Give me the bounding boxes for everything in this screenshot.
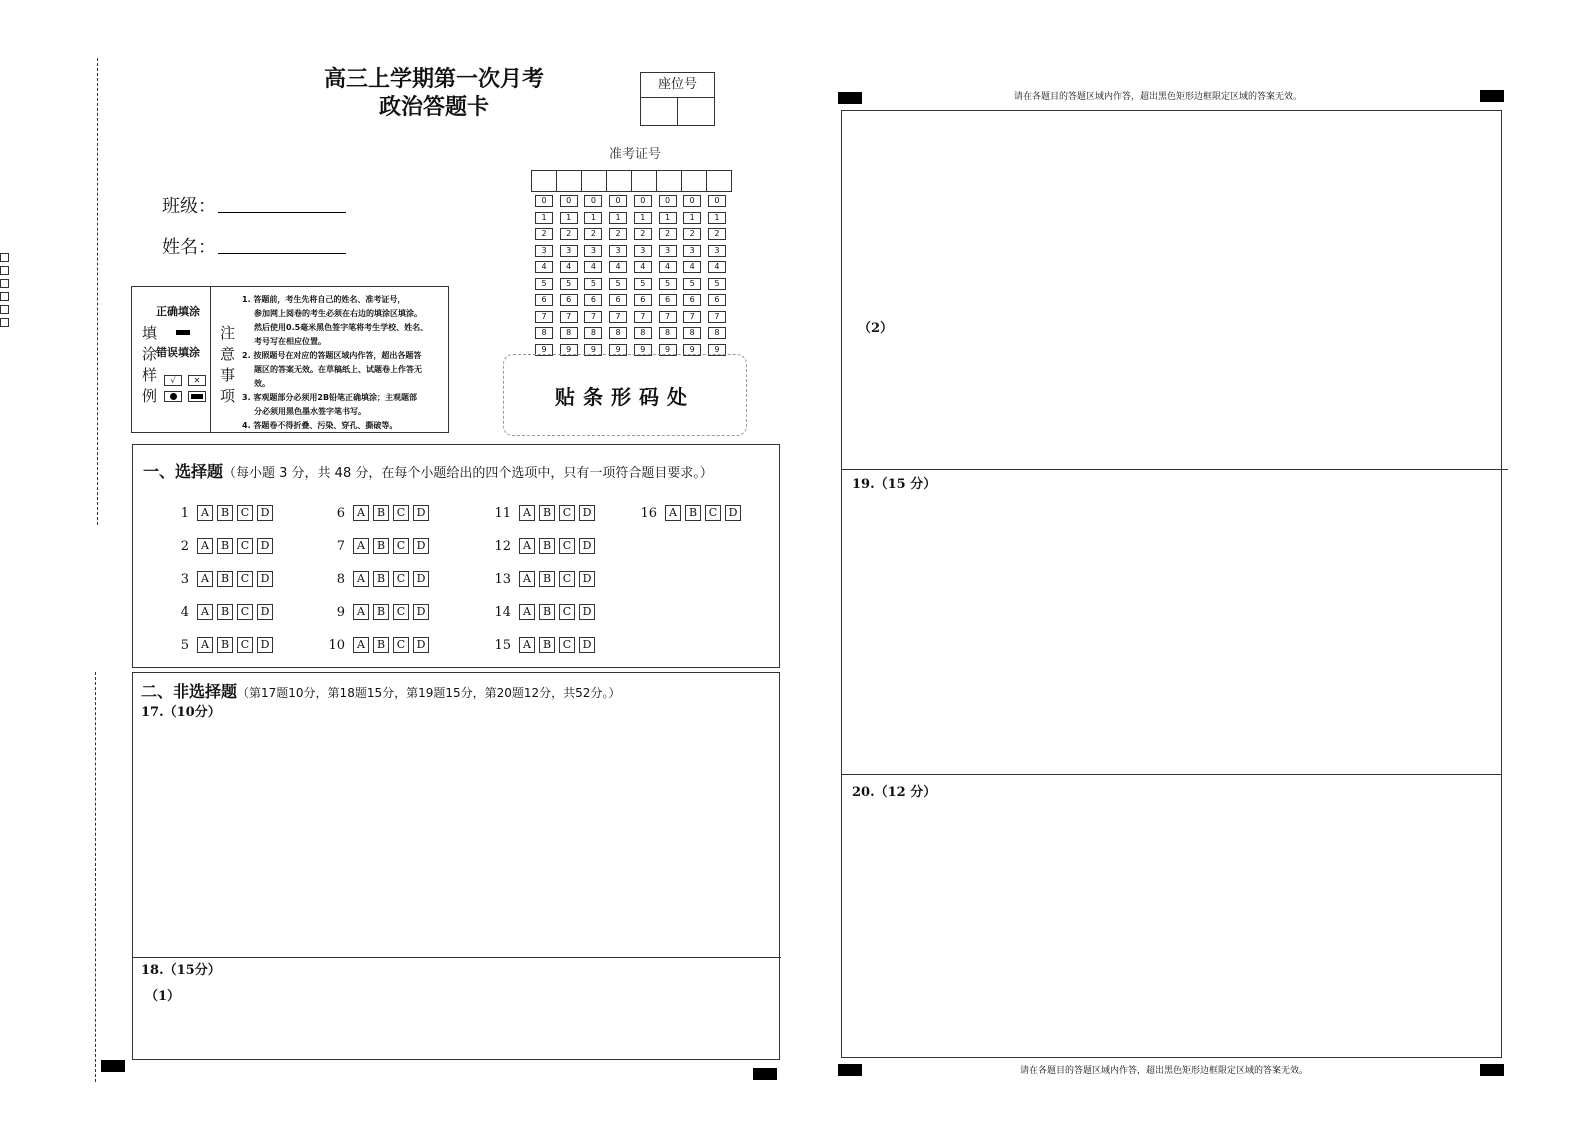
corner-marker bbox=[838, 92, 862, 104]
exam-id-digit-bubble[interactable]: 8 bbox=[535, 327, 553, 339]
exam-id-digit-bubble[interactable]: 1 bbox=[535, 212, 553, 224]
exam-id-digit-bubble[interactable]: 1 bbox=[659, 212, 677, 224]
exam-id-digit-bubble[interactable]: 4 bbox=[584, 261, 602, 273]
exam-id-digit-bubble[interactable]: 7 bbox=[584, 311, 602, 323]
exam-id-digit-bubble[interactable]: 2 bbox=[584, 228, 602, 240]
exam-id-digit-bubble[interactable]: 2 bbox=[609, 228, 627, 240]
exam-id-digit-bubble[interactable]: 9 bbox=[560, 344, 578, 356]
option-bubble-a[interactable]: A bbox=[519, 538, 535, 554]
seat-cell[interactable] bbox=[678, 98, 714, 125]
exam-id-digit-bubble[interactable]: 6 bbox=[634, 294, 652, 306]
exam-id-digit-bubble[interactable]: 8 bbox=[708, 327, 726, 339]
exam-id-digit-bubble[interactable]: 4 bbox=[708, 261, 726, 273]
fill-vertical-text: 填 涂 样 例 bbox=[142, 324, 158, 405]
corner-marker bbox=[753, 1068, 777, 1080]
exam-id-digit-bubble[interactable]: 7 bbox=[659, 311, 677, 323]
exam-id-write-cell[interactable] bbox=[631, 170, 657, 192]
option-bubble-a[interactable]: A bbox=[197, 571, 213, 587]
choice-question-row bbox=[167, 505, 277, 521]
option-bubble-d[interactable]: D bbox=[725, 505, 741, 521]
exam-id-digit-bubble[interactable]: 5 bbox=[535, 278, 553, 290]
option-bubble-b[interactable]: B bbox=[539, 571, 555, 587]
barcode-area: 贴条形码处 bbox=[503, 354, 747, 436]
option-bubble-b[interactable]: B bbox=[217, 571, 233, 587]
exam-id-digit-column bbox=[535, 195, 553, 360]
option-bubble-c[interactable]: C bbox=[393, 538, 409, 554]
option-bubble-b[interactable]: B bbox=[373, 505, 389, 521]
option-bubble-a[interactable]: A bbox=[519, 505, 535, 521]
exam-id-digit-bubble[interactable]: 5 bbox=[609, 278, 627, 290]
option-bubble-c[interactable]: C bbox=[237, 538, 253, 554]
exam-id-digit-column bbox=[634, 195, 652, 360]
option-bubble-b[interactable]: B bbox=[217, 538, 233, 554]
q19-answer-area[interactable] bbox=[842, 493, 1501, 773]
divider-q18-q19 bbox=[842, 469, 1508, 470]
exam-id-write-cell[interactable] bbox=[606, 170, 632, 192]
corner-marker bbox=[838, 1064, 862, 1076]
question-number: 3 bbox=[180, 571, 189, 587]
option-bubble-c[interactable]: C bbox=[393, 571, 409, 587]
option-bubble-a[interactable]: A bbox=[519, 571, 535, 587]
option-bubble-c[interactable]: C bbox=[559, 604, 575, 620]
title-line-1: 高三上学期第一次月考 bbox=[323, 67, 544, 92]
option-bubble-b[interactable]: B bbox=[539, 637, 555, 653]
exam-id-digit-bubble[interactable]: 9 bbox=[683, 344, 701, 356]
question-number: 10 bbox=[328, 637, 345, 653]
option-bubble-c[interactable]: C bbox=[393, 505, 409, 521]
exam-id-digit-bubble[interactable]: 4 bbox=[560, 261, 578, 273]
exam-id-digit-bubble[interactable]: 5 bbox=[659, 278, 677, 290]
exam-id-digit-bubble[interactable]: 6 bbox=[535, 294, 553, 306]
exam-id-digit-bubble[interactable]: 6 bbox=[683, 294, 701, 306]
exam-id-digit-column bbox=[708, 195, 726, 360]
option-bubble-d[interactable]: D bbox=[579, 604, 595, 620]
page-title bbox=[300, 66, 568, 122]
question-number: 9 bbox=[336, 604, 345, 620]
option-bubble-b[interactable]: B bbox=[539, 538, 555, 554]
exam-id-digit-bubble[interactable]: 4 bbox=[659, 261, 677, 273]
option-bubble-a[interactable]: A bbox=[519, 604, 535, 620]
exam-id-digit-bubble[interactable]: 6 bbox=[560, 294, 578, 306]
exam-id-digit-bubble[interactable]: 7 bbox=[683, 311, 701, 323]
choice-question-row bbox=[167, 538, 277, 554]
bottom-notice: 请在各题目的答题区域内作答，超出黑色矩形边框限定区域的答案无效。 bbox=[1020, 1066, 1309, 1076]
exam-id-digit-bubble[interactable]: 9 bbox=[659, 344, 677, 356]
question-number: 15 bbox=[494, 637, 511, 653]
exam-id-digit-bubble[interactable]: 6 bbox=[659, 294, 677, 306]
section2-desc: （第17题10分，第18题15分，第19题15分，第20题12分，共52分。） bbox=[237, 686, 621, 700]
option-bubble-d[interactable]: D bbox=[257, 505, 273, 521]
exam-id-digit-bubble[interactable]: 4 bbox=[683, 261, 701, 273]
option-bubble-a[interactable]: A bbox=[665, 505, 681, 521]
option-bubble-c[interactable]: C bbox=[237, 637, 253, 653]
exam-id-digit-bubble[interactable]: 1 bbox=[683, 212, 701, 224]
question-number: 16 bbox=[640, 505, 657, 521]
question-number: 6 bbox=[336, 505, 345, 521]
exam-id-digit-bubble[interactable]: 3 bbox=[609, 245, 627, 257]
choice-question-row bbox=[489, 571, 599, 587]
exam-id-digit-bubble[interactable]: 9 bbox=[584, 344, 602, 356]
exam-id-digit-bubble[interactable]: 7 bbox=[560, 311, 578, 323]
exam-id-digit-column bbox=[683, 195, 701, 360]
option-bubble-a[interactable]: A bbox=[197, 604, 213, 620]
option-bubble-d[interactable]: D bbox=[257, 637, 273, 653]
option-bubble-c[interactable]: C bbox=[559, 637, 575, 653]
exam-id-digit-bubble[interactable]: 2 bbox=[634, 228, 652, 240]
section1-desc: （每小题 3 分，共 48 分，在每个小题给出的四个选项中，只有一项符合题目要求。） bbox=[223, 466, 713, 481]
exam-id-digit-bubble[interactable]: 6 bbox=[584, 294, 602, 306]
exam-id-digit-bubble[interactable]: 4 bbox=[535, 261, 553, 273]
exam-id-digit-bubble[interactable]: 1 bbox=[708, 212, 726, 224]
question-number: 4 bbox=[180, 604, 189, 620]
divider-q19-q20 bbox=[842, 774, 1501, 775]
exam-id-digit-bubble[interactable]: 3 bbox=[535, 245, 553, 257]
exam-id-digit-bubble[interactable]: 8 bbox=[634, 327, 652, 339]
exam-id-digit-bubble[interactable]: 1 bbox=[560, 212, 578, 224]
q18-label: 18.（15分） bbox=[141, 963, 221, 978]
option-bubble-c[interactable]: C bbox=[559, 571, 575, 587]
q18-part1-answer-area[interactable] bbox=[133, 1003, 779, 1057]
name-field[interactable] bbox=[218, 235, 346, 254]
exam-id-digit-bubble[interactable]: 5 bbox=[584, 278, 602, 290]
option-bubble-b[interactable]: B bbox=[539, 604, 555, 620]
choice-question-row bbox=[167, 637, 277, 653]
option-bubble-c[interactable]: C bbox=[559, 505, 575, 521]
option-bubble-b[interactable]: B bbox=[217, 637, 233, 653]
option-bubble-a[interactable]: A bbox=[353, 571, 369, 587]
option-bubble-c[interactable]: C bbox=[237, 571, 253, 587]
section-nonchoice bbox=[132, 672, 780, 1060]
seat-cell[interactable] bbox=[641, 98, 678, 125]
exam-id-write-cell[interactable] bbox=[581, 170, 607, 192]
option-bubble-c[interactable]: C bbox=[393, 637, 409, 653]
exam-id-digit-column bbox=[560, 195, 578, 360]
notes-title: 注 意 事 项 bbox=[220, 324, 236, 405]
choice-question-row bbox=[489, 505, 599, 521]
choice-question-row bbox=[489, 604, 599, 620]
question-number: 13 bbox=[494, 571, 511, 587]
right-answer-frame bbox=[841, 110, 1502, 1058]
class-label: 班级： bbox=[162, 196, 216, 217]
option-bubble-c[interactable]: C bbox=[393, 604, 409, 620]
exam-id-digit-bubble[interactable]: 2 bbox=[560, 228, 578, 240]
exam-id-digit-bubble[interactable]: 8 bbox=[560, 327, 578, 339]
choice-question-row bbox=[323, 538, 433, 554]
exam-id-digit-column bbox=[659, 195, 677, 360]
exam-id-digit-bubble[interactable]: 9 bbox=[535, 344, 553, 356]
choice-question-row bbox=[323, 637, 433, 653]
choice-question-row bbox=[323, 571, 433, 587]
exam-id-digit-bubble[interactable]: 7 bbox=[634, 311, 652, 323]
exam-id-digit-column bbox=[584, 195, 602, 360]
exam-id-digit-bubble[interactable]: 7 bbox=[708, 311, 726, 323]
option-bubble-c[interactable]: C bbox=[559, 538, 575, 554]
option-bubble-d[interactable]: D bbox=[257, 571, 273, 587]
q20-answer-area[interactable] bbox=[842, 801, 1501, 1055]
option-bubble-b[interactable]: B bbox=[373, 571, 389, 587]
option-bubble-d[interactable]: D bbox=[413, 538, 429, 554]
binding-line-top bbox=[97, 58, 98, 525]
seat-label: 座位号 bbox=[641, 73, 714, 98]
option-bubble-c[interactable]: C bbox=[237, 505, 253, 521]
exam-id-digit-bubble[interactable]: 5 bbox=[683, 278, 701, 290]
exam-id-digit-bubble[interactable]: 3 bbox=[683, 245, 701, 257]
exam-id-digit-bubble[interactable]: 1 bbox=[634, 212, 652, 224]
choice-question-row bbox=[635, 505, 745, 521]
option-bubble-d[interactable]: D bbox=[579, 571, 595, 587]
choice-question-row bbox=[167, 604, 277, 620]
option-bubble-a[interactable]: A bbox=[519, 637, 535, 653]
option-bubble-a[interactable]: A bbox=[197, 505, 213, 521]
exam-id-digit-bubble[interactable]: 7 bbox=[535, 311, 553, 323]
exam-id-digit-bubble[interactable]: 0 bbox=[708, 195, 726, 207]
option-bubble-b[interactable]: B bbox=[539, 505, 555, 521]
question-number: 7 bbox=[336, 538, 345, 554]
exam-id-digit-bubble[interactable]: 3 bbox=[634, 245, 652, 257]
exam-id-digit-bubble[interactable]: 3 bbox=[584, 245, 602, 257]
exam-id-write-cell[interactable] bbox=[681, 170, 707, 192]
choice-question-row bbox=[489, 538, 599, 554]
option-bubble-d[interactable]: D bbox=[413, 505, 429, 521]
section2-header bbox=[141, 679, 620, 702]
option-bubble-b[interactable]: B bbox=[373, 637, 389, 653]
exam-id-digit-bubble[interactable]: 2 bbox=[708, 228, 726, 240]
q20-label: 20.（12 分） bbox=[852, 785, 937, 800]
binding-line-bottom bbox=[95, 672, 96, 1082]
q18-part2-answer-area[interactable] bbox=[842, 337, 1501, 469]
section2-title: 二、非选择题 bbox=[141, 682, 238, 701]
option-bubble-a[interactable]: A bbox=[353, 637, 369, 653]
exam-id-digit-bubble[interactable]: 5 bbox=[634, 278, 652, 290]
option-bubble-d[interactable]: D bbox=[413, 637, 429, 653]
option-bubble-b[interactable]: B bbox=[373, 604, 389, 620]
option-bubble-d[interactable]: D bbox=[579, 505, 595, 521]
option-bubble-d[interactable]: D bbox=[579, 637, 595, 653]
exam-id-write-cell[interactable] bbox=[706, 170, 732, 192]
notes-list: 1. 答题前，考生先将自己的姓名、准考证号， 参加网上阅卷的考生必须在右边的填涂区填涂。 然后使用0.5毫米黑色签字笔将考生学校、姓名、 考号写在相应位置。 2. 按照题号在对应的答题区域内作答，超出各题答 题区的答案无效。在草稿纸上、试题卷上作答无 效。 3. 客观题部分必须用2B铅笔正确填涂；主观题部 分必须用黑色墨水签字笔书写。 4. 答题卷不得折叠、污染、穿孔、撕破等。 bbox=[242, 295, 429, 430]
exam-id-digit-bubble[interactable]: 8 bbox=[683, 327, 701, 339]
choice-question-row bbox=[323, 604, 433, 620]
exam-id-digit-bubble[interactable]: 0 bbox=[560, 195, 578, 207]
option-bubble-d[interactable]: D bbox=[257, 538, 273, 554]
corner-marker bbox=[1480, 1064, 1504, 1076]
section-choice bbox=[132, 444, 780, 668]
exam-id-digit-bubble[interactable]: 1 bbox=[584, 212, 602, 224]
question-number: 1 bbox=[180, 505, 189, 521]
exam-id-write-cell[interactable] bbox=[656, 170, 682, 192]
option-bubble-c[interactable]: C bbox=[705, 505, 721, 521]
correct-fill-mark bbox=[176, 330, 190, 335]
exam-id-digit-column bbox=[609, 195, 627, 360]
option-bubble-d[interactable]: D bbox=[257, 604, 273, 620]
choice-question-row bbox=[323, 505, 433, 521]
q17-answer-area[interactable] bbox=[133, 719, 779, 957]
option-bubble-b[interactable]: B bbox=[685, 505, 701, 521]
option-bubble-b[interactable]: B bbox=[373, 538, 389, 554]
exam-id-digit-bubble[interactable]: 4 bbox=[609, 261, 627, 273]
option-bubble-a[interactable]: A bbox=[197, 637, 213, 653]
exam-id-label: 准考证号 bbox=[609, 147, 662, 162]
seat-number-box bbox=[640, 72, 715, 126]
exam-id-digit-bubble[interactable]: 3 bbox=[659, 245, 677, 257]
exam-id-digit-bubble[interactable]: 1 bbox=[609, 212, 627, 224]
question-number: 2 bbox=[180, 538, 189, 554]
option-bubble-b[interactable]: B bbox=[217, 505, 233, 521]
exam-id-digit-bubble[interactable]: 0 bbox=[535, 195, 553, 207]
exam-id-digit-bubble[interactable]: 0 bbox=[683, 195, 701, 207]
exam-id-digit-bubble[interactable]: 2 bbox=[535, 228, 553, 240]
exam-id-digit-bubble[interactable]: 0 bbox=[634, 195, 652, 207]
question-number: 11 bbox=[494, 505, 511, 521]
option-bubble-a[interactable]: A bbox=[197, 538, 213, 554]
exam-id-digit-bubble[interactable]: 9 bbox=[609, 344, 627, 356]
fill-wrong-title: 错误填涂 bbox=[156, 346, 200, 359]
exam-id-digit-bubble[interactable]: 4 bbox=[634, 261, 652, 273]
q17-label: 17.（10分） bbox=[141, 705, 221, 720]
exam-id-digit-bubble[interactable]: 0 bbox=[609, 195, 627, 207]
option-bubble-d[interactable]: D bbox=[413, 604, 429, 620]
choice-question-row bbox=[489, 637, 599, 653]
exam-id-digit-bubble[interactable]: 8 bbox=[659, 327, 677, 339]
exam-id-digit-bubble[interactable]: 0 bbox=[659, 195, 677, 207]
q18-part1-label: （1） bbox=[145, 989, 181, 1004]
option-bubble-d[interactable]: D bbox=[413, 571, 429, 587]
fill-correct-title: 正确填涂 bbox=[156, 305, 200, 318]
option-bubble-d[interactable]: D bbox=[579, 538, 595, 554]
exam-id-digit-bubble[interactable]: 0 bbox=[584, 195, 602, 207]
class-field[interactable] bbox=[218, 194, 346, 213]
section1-header bbox=[143, 459, 713, 482]
question-number: 8 bbox=[336, 571, 345, 587]
option-bubble-b[interactable]: B bbox=[217, 604, 233, 620]
exam-id-digit-bubble[interactable]: 7 bbox=[609, 311, 627, 323]
option-bubble-a[interactable]: A bbox=[353, 505, 369, 521]
question-number: 14 bbox=[494, 604, 511, 620]
question-number: 5 bbox=[180, 637, 189, 653]
exam-id-digit-bubble[interactable]: 3 bbox=[560, 245, 578, 257]
exam-id-digit-bubble[interactable]: 5 bbox=[560, 278, 578, 290]
exam-id-digit-bubble[interactable]: 9 bbox=[708, 344, 726, 356]
exam-id-digit-bubble[interactable]: 2 bbox=[683, 228, 701, 240]
q19-label: 19.（15 分） bbox=[852, 477, 937, 492]
exam-id-grid bbox=[531, 170, 731, 354]
wrong-fill-dot-icon bbox=[164, 391, 182, 402]
exam-id-digit-bubble[interactable]: 8 bbox=[584, 327, 602, 339]
option-bubble-a[interactable]: A bbox=[353, 604, 369, 620]
corner-marker bbox=[1480, 90, 1504, 102]
exam-id-digit-bubble[interactable]: 2 bbox=[659, 228, 677, 240]
divider-q17-q18 bbox=[133, 957, 781, 958]
wrong-fill-bar-icon bbox=[188, 391, 206, 402]
exam-id-write-cell[interactable] bbox=[531, 170, 557, 192]
title-line-2: 政治答题卡 bbox=[378, 95, 489, 120]
instructions-box bbox=[131, 286, 449, 433]
option-bubble-a[interactable]: A bbox=[353, 538, 369, 554]
wrong-fill-cross-icon: ✕ bbox=[188, 375, 206, 386]
exam-id-digit-bubble[interactable]: 6 bbox=[708, 294, 726, 306]
wrong-fill-check-icon: √ bbox=[164, 375, 182, 386]
exam-id-digit-bubble[interactable]: 6 bbox=[609, 294, 627, 306]
corner-marker bbox=[101, 1060, 125, 1072]
exam-id-digit-bubble[interactable]: 8 bbox=[609, 327, 627, 339]
name-label: 姓名： bbox=[162, 237, 216, 258]
fill-example-panel bbox=[132, 287, 211, 432]
section1-title: 一、选择题 bbox=[143, 462, 224, 481]
exam-id-digit-bubble[interactable]: 9 bbox=[634, 344, 652, 356]
exam-id-digit-bubble[interactable]: 5 bbox=[708, 278, 726, 290]
q18-part2-label: （2） bbox=[858, 321, 894, 336]
exam-id-digit-bubble[interactable]: 3 bbox=[708, 245, 726, 257]
exam-id-write-row bbox=[531, 170, 731, 192]
question-number: 12 bbox=[494, 538, 511, 554]
choice-question-row bbox=[167, 571, 277, 587]
option-bubble-c[interactable]: C bbox=[237, 604, 253, 620]
exam-id-write-cell[interactable] bbox=[556, 170, 582, 192]
top-notice: 请在各题目的答题区域内作答，超出黑色矩形边框限定区域的答案无效。 bbox=[1014, 92, 1303, 102]
